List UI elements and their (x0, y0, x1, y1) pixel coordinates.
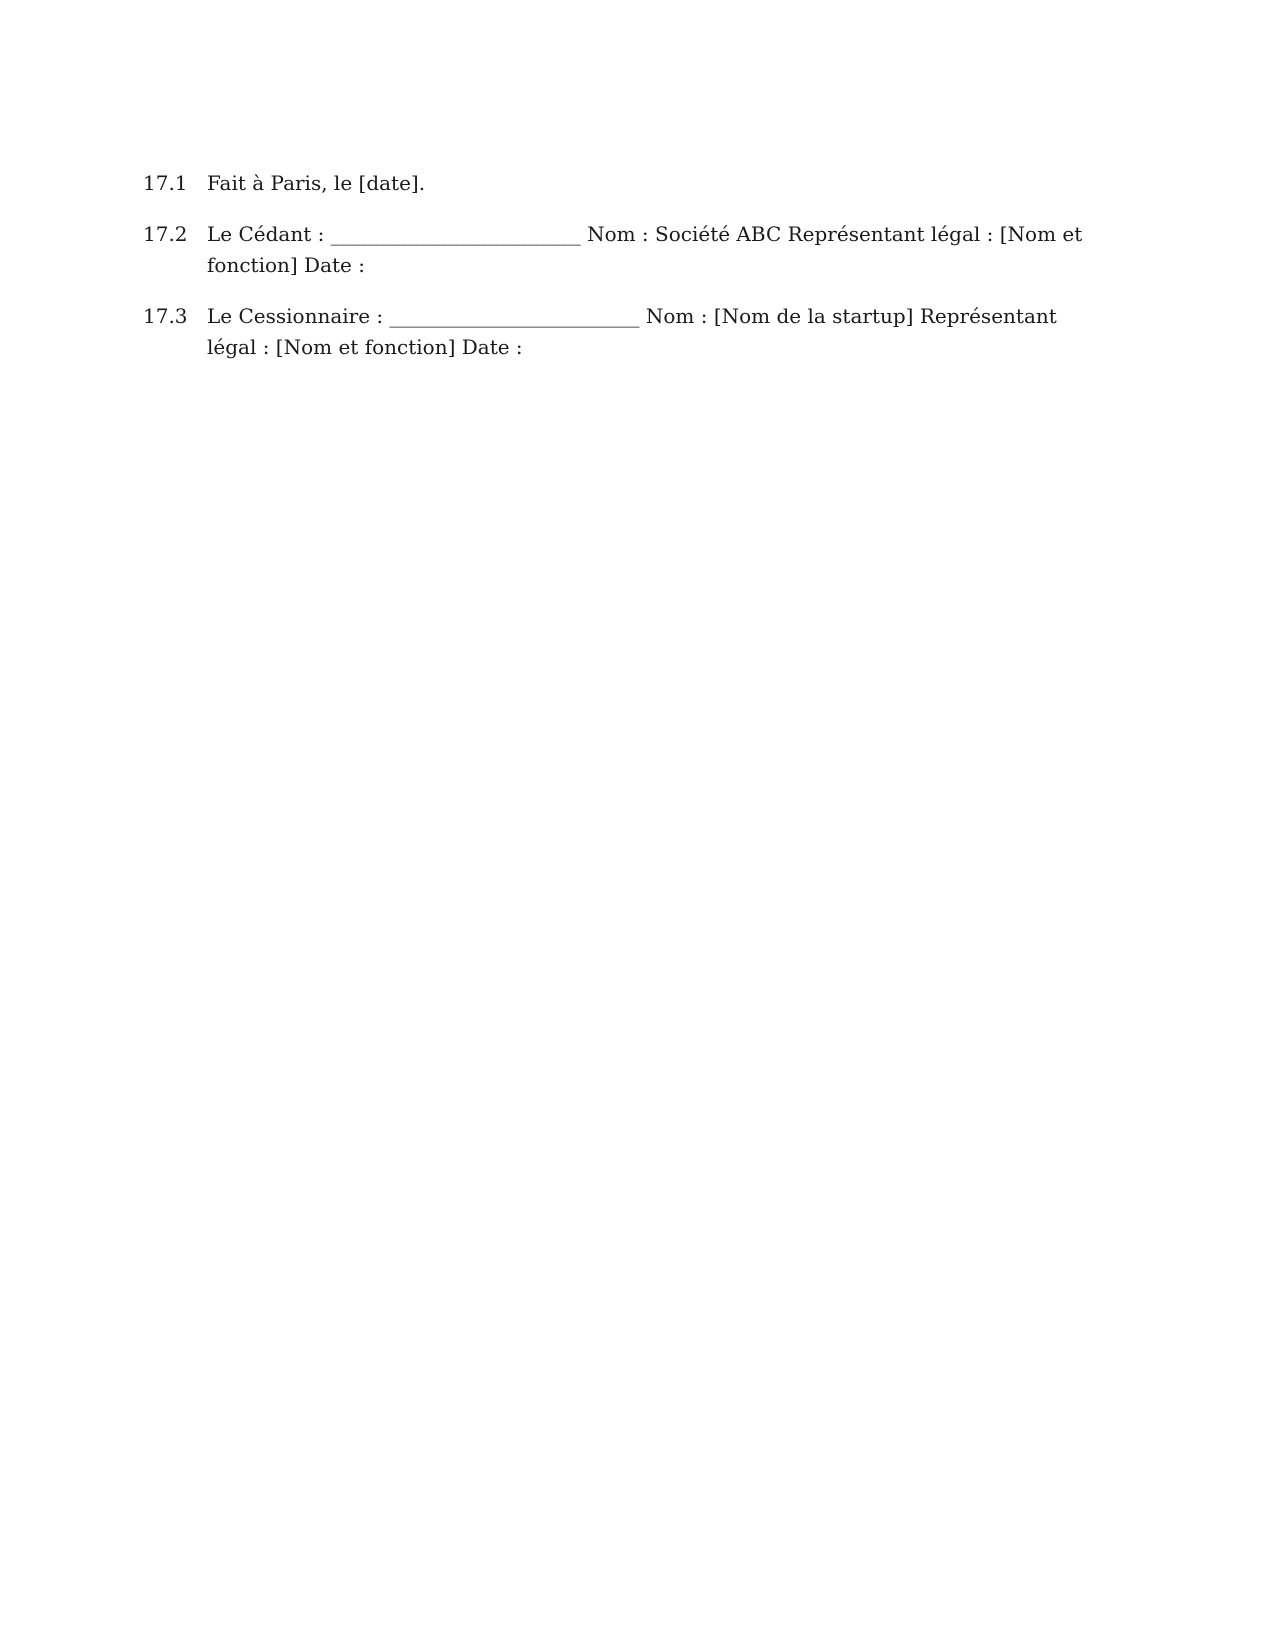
signature-clauses-list (143, 168, 1103, 383)
clause-text: Le Cédant : _________________________ Nom : Société ABC Représentant légal : [Nom et fonction] Date : (207, 222, 1083, 277)
clause-17-1 (143, 168, 1103, 199)
clause-text: Fait à Paris, le [date]. (207, 171, 426, 195)
clause-number: 17.3 (143, 304, 188, 328)
clause-17-3 (143, 301, 1103, 363)
clause-17-2 (143, 219, 1103, 281)
clause-number: 17.1 (143, 171, 188, 195)
clause-text: Le Cessionnaire : _________________________ Nom : [Nom de la startup] Représentant légal : [Nom et fonction] Date : (207, 304, 1057, 359)
clause-number: 17.2 (143, 222, 188, 246)
